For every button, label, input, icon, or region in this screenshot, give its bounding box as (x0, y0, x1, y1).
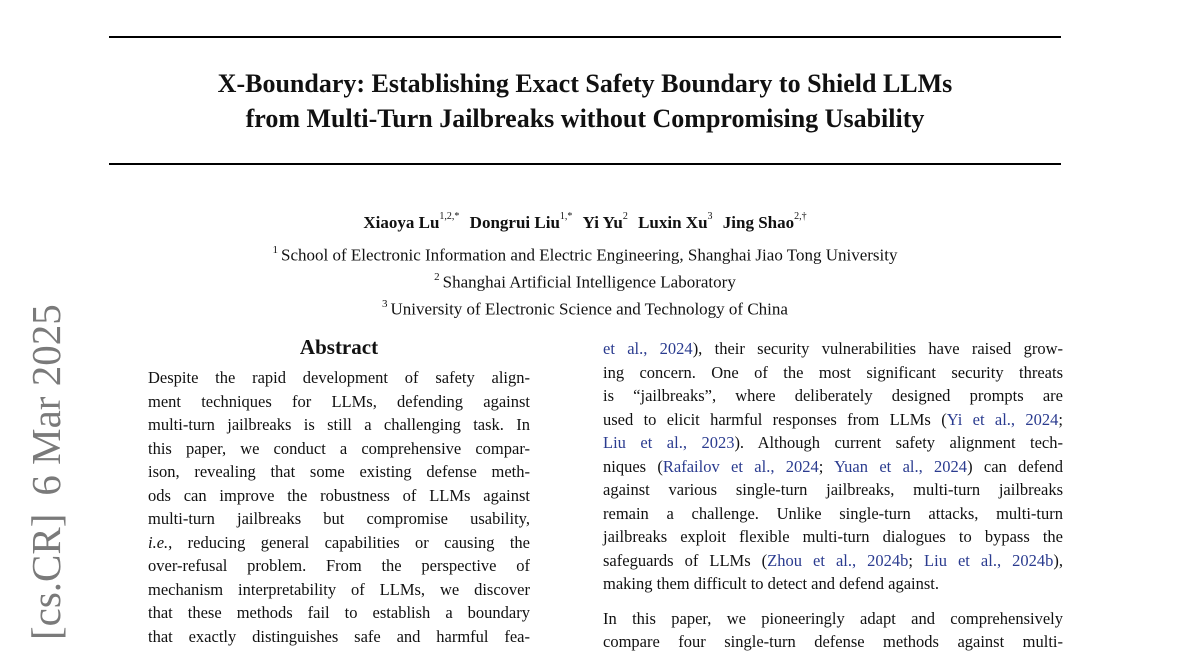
abstract-line: mechanism interpretability of LLMs, we discover (148, 579, 530, 599)
author-name: Yi Yu (582, 212, 623, 232)
affil-text: University of Electronic Science and Technology of China (390, 299, 788, 319)
intro-line (603, 549, 1063, 573)
author-name: Xiaoya Lu (363, 212, 440, 232)
abstract-line: over-refusal problem. From the perspective of (148, 556, 530, 575)
author (583, 213, 628, 232)
intro-line: is “jailbreaks”, where deliberately designed prompts are (603, 386, 1063, 405)
intro-line: jailbreaks exploit flexible multi-turn dialogues to bypass the (603, 527, 1063, 546)
intro-line (603, 431, 1063, 455)
author (723, 213, 807, 232)
abstract-line: multi-turn jailbreaks but compromise usability, (148, 509, 530, 528)
abstract-line: ison, revealing that some existing defense meth- (148, 462, 530, 481)
paper-title (109, 66, 1061, 136)
citation-link[interactable]: Rafailov et al., 2024 (662, 456, 819, 476)
author-affil-mark: 2 (622, 211, 628, 222)
intro-line: ing concern. One of the most significant security threats (603, 362, 1063, 382)
author-name: Jing Shao (722, 212, 795, 232)
author (470, 213, 573, 232)
abstract-line: that exactly distinguishes safe and harmful fea- (148, 626, 530, 646)
arxiv-stamp (24, 304, 68, 640)
intro-text: used to elicit harmful responses from LLMs ( (603, 409, 947, 429)
author-affil-mark: 3 (707, 211, 713, 222)
abstract-heading: Abstract (299, 335, 379, 359)
abstract-line-text: reducing general capabilities or causing the (187, 532, 531, 552)
intro-text: ; (908, 550, 925, 570)
author-name: Luxin Xu (638, 212, 708, 232)
intro-text: niques ( (603, 456, 663, 476)
intro-line (603, 455, 1063, 479)
affiliation (109, 267, 1061, 294)
author-list (109, 207, 1061, 235)
abstract-line: that these methods fail to establish a boundary (148, 603, 530, 622)
intro-text: ) can defend (967, 456, 1063, 476)
affil-number: 2 (434, 271, 440, 284)
intro-line: compare four single-turn defense methods against multi- (603, 632, 1063, 651)
citation-link[interactable]: Zhou et al., 2024b (767, 550, 909, 570)
intro-text: ). Although current safety alignment tech- (734, 433, 1063, 452)
intro-line (603, 337, 1063, 361)
bottom-rule (109, 163, 1061, 165)
author-affil-mark: 2,† (794, 211, 807, 222)
abstract-line: ods can improve the robustness of LLMs against (148, 485, 530, 505)
author-name: Dongrui Liu (469, 212, 560, 232)
affiliation (109, 294, 1061, 321)
intro-line (603, 408, 1063, 432)
citation-link[interactable]: Yi et al., 2024 (946, 409, 1059, 429)
abstract-line: this paper, we conduct a comprehensive compar- (148, 438, 530, 458)
author (363, 213, 459, 232)
citation-link[interactable]: Yuan et al., 2024 (834, 456, 968, 476)
intro-line: In this paper, we pioneeringly adapt and comprehensively (603, 608, 1063, 628)
arxiv-category: [cs.CR] (23, 513, 69, 640)
abstract-line: ment techniques for LLMs, defending against (148, 391, 530, 411)
intro-text: ), their security vulnerabilities have raised grow- (692, 339, 1063, 358)
intro-text: ; (1058, 409, 1063, 429)
abstract-line: i.e., reducing general capabilities or causing the (148, 532, 531, 552)
intro-text: ; (818, 456, 835, 476)
top-rule (109, 36, 1061, 38)
author (638, 213, 712, 232)
affiliation (109, 240, 1061, 267)
abstract-line: multi-turn jailbreaks is still a challenging task. In (148, 415, 530, 434)
affil-number: 1 (272, 244, 278, 256)
intro-line: against various single-turn jailbreaks, multi-turn jailbreaks (603, 480, 1063, 499)
ie-abbrev: i.e. (148, 532, 169, 552)
citation-link[interactable]: Liu et al., 2023 (603, 433, 735, 452)
abstract-line: Despite the rapid development of safety align- (148, 368, 530, 387)
affil-text: Shanghai Artificial Intelligence Laboratory (442, 272, 736, 292)
intro-text: safeguards of LLMs ( (603, 550, 768, 570)
affil-number: 3 (382, 298, 388, 311)
affiliation-list (109, 240, 1061, 321)
citation-link[interactable]: et al., 2024 (603, 339, 693, 358)
author-affil-mark: 1,* (559, 211, 573, 222)
abstract-body (148, 366, 530, 648)
citation-link[interactable]: Liu et al., 2024b (924, 550, 1054, 570)
intro-body (603, 337, 1063, 654)
affil-text: School of Electronic Information and Electric Engineering, Shanghai Jiao Tong University (281, 245, 898, 265)
paragraph-gap (603, 596, 1063, 607)
title-line: X-Boundary: Establishing Exact Safety Boundary to Shield LLMs (217, 69, 953, 98)
title-line: from Multi-Turn Jailbreaks without Compromising Usability (245, 104, 925, 133)
intro-line: remain a challenge. Unlike single-turn attacks, multi-turn (603, 503, 1063, 523)
author-affil-mark: 1,2,* (439, 211, 460, 222)
intro-line: making them difficult to detect and defend against. (603, 574, 940, 593)
intro-text: ), (1053, 550, 1063, 570)
arxiv-date: 6 Mar 2025 (23, 304, 69, 496)
